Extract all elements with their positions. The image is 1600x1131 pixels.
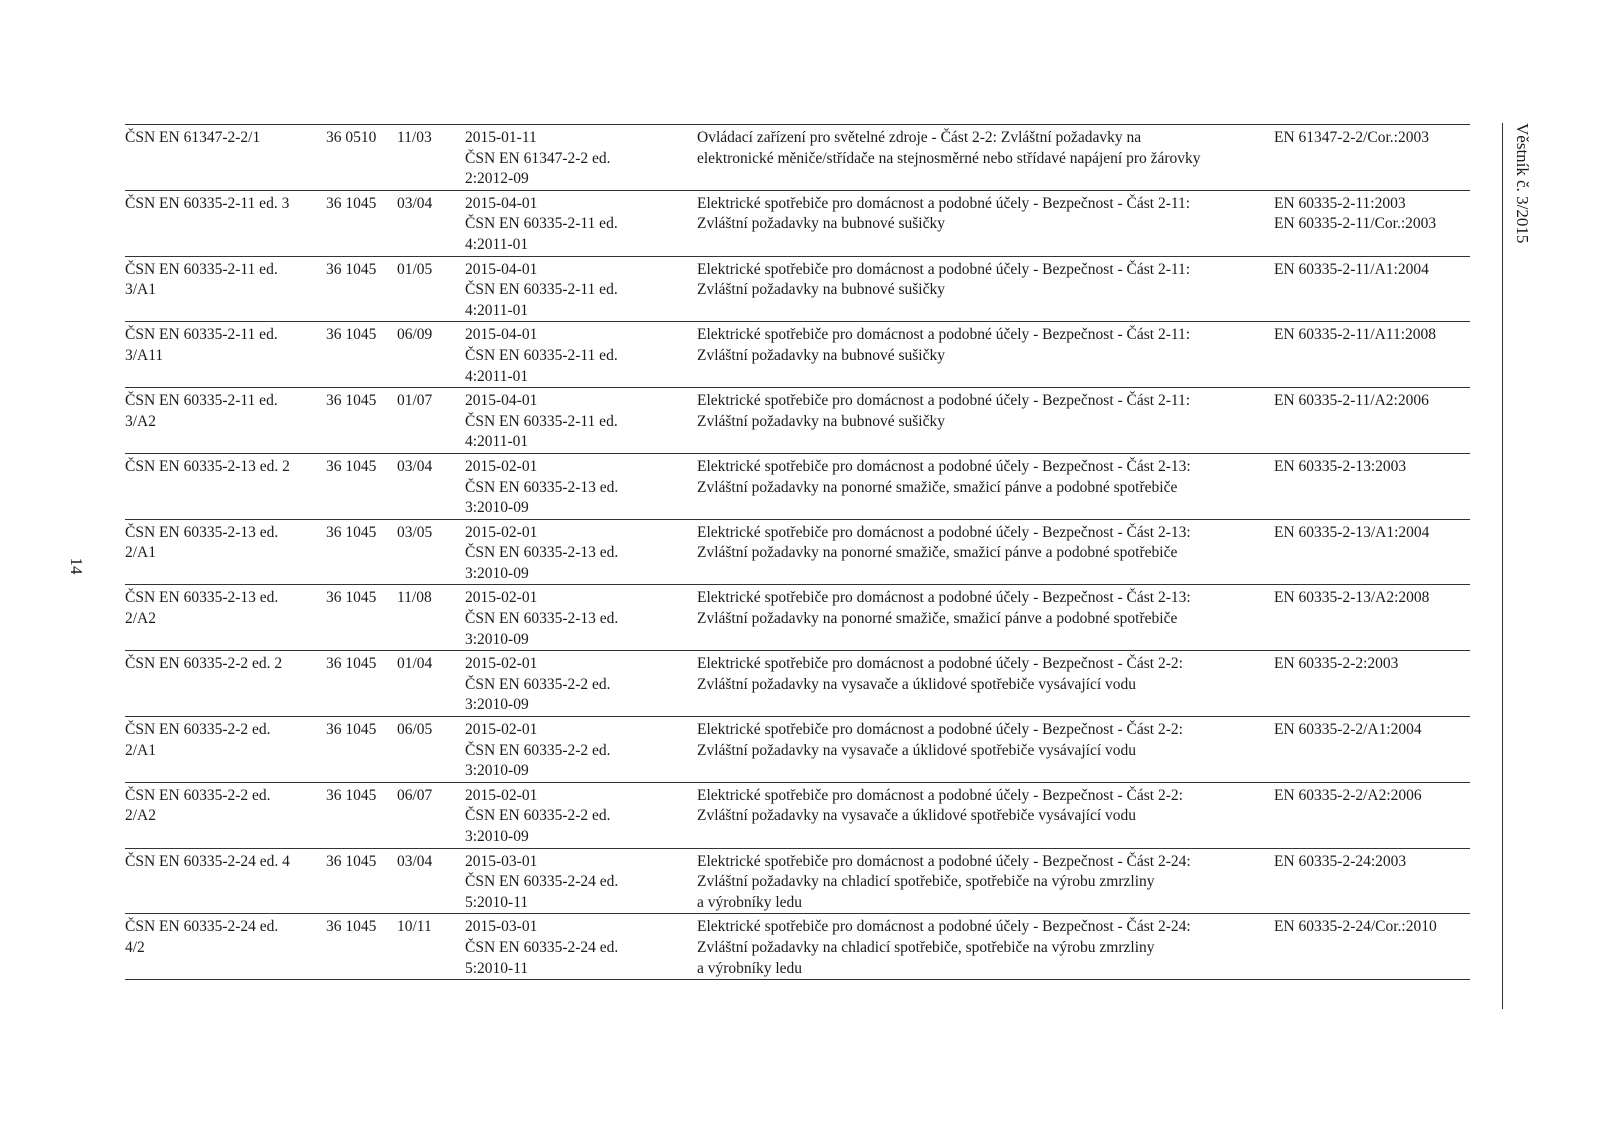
- cell-text-line: Elektrické spotřebiče pro domácnost a podobné účely - Bezpečnost - Část 2-2:: [697, 655, 1183, 673]
- classification-code-cell: 36 0510: [326, 129, 377, 146]
- cell-text-line: Zvláštní požadavky na ponorné smažiče, smažicí pánve a podobné spotřebiče: [697, 610, 1178, 628]
- cell-text-line: Zvláštní požadavky na bubnové sušičky: [697, 281, 945, 299]
- cell-text-line: Ovládací zařízení pro světelné zdroje - Část 2-2: Zvláštní požadavky na: [697, 129, 1142, 146]
- standard-title-cell: [697, 256, 1274, 322]
- standard-title-cell: [697, 453, 1274, 519]
- table-row: [125, 848, 1470, 914]
- cell-text-line: 3:2010-09: [465, 499, 529, 517]
- cell-text-line: 2/A1: [125, 544, 156, 562]
- cell-text-line: Elektrické spotřebiče pro domácnost a podobné účely - Bezpečnost - Část 2-13:: [697, 523, 1191, 541]
- standard-title-cell: [697, 848, 1274, 914]
- classification-code-cell: 36 1045: [326, 523, 377, 541]
- cell-text-line: 4:2011-01: [465, 235, 529, 253]
- withdrawal-date-cell: [465, 914, 697, 980]
- withdrawal-date-cell: [465, 256, 697, 322]
- cell-text-line: EN 60335-2-11:2003: [1274, 194, 1406, 212]
- en-reference-cell: [1274, 585, 1470, 651]
- cell-text-line: 2015-04-01: [465, 260, 538, 278]
- withdrawal-date-cell: [465, 190, 697, 256]
- cell-text-line: ČSN EN 60335-2-11 ed.: [125, 260, 278, 278]
- cell-text-line: Zvláštní požadavky na vysavače a úklidové spotřebiče vysávající vodu: [697, 675, 1137, 693]
- issue-date-cell: 03/04: [397, 457, 433, 475]
- table-row: [125, 585, 1470, 651]
- cell-text-line: ČSN EN 60335-2-13 ed. 2: [125, 457, 290, 475]
- standard-designation-cell: [125, 322, 326, 388]
- classification-code-cell: 36 1045: [326, 655, 377, 673]
- standard-title-cell: [697, 782, 1274, 848]
- cell-text-line: 2/A1: [125, 741, 156, 759]
- cell-text-line: EN 61347-2-2/Cor.:2003: [1274, 129, 1429, 146]
- cell-text-line: EN 60335-2-11/A1:2004: [1274, 260, 1429, 278]
- issue-date-cell: 06/07: [397, 786, 433, 804]
- cell-text-line: 2015-02-01: [465, 589, 538, 607]
- cell-text-line: 2015-02-01: [465, 655, 538, 673]
- classification-code-cell: 36 1045: [326, 786, 377, 804]
- cell-text-line: ČSN EN 60335-2-2 ed.: [465, 741, 611, 759]
- cell-text-line: Elektrické spotřebiče pro domácnost a podobné účely - Bezpečnost - Část 2-11:: [697, 392, 1191, 410]
- cell-text-line: ČSN EN 60335-2-13 ed.: [465, 478, 619, 496]
- classification-code-cell: 36 1045: [326, 457, 377, 475]
- cell-text-line: 2015-04-01: [465, 194, 538, 212]
- issue-date-cell: 11/08: [397, 589, 432, 607]
- cell-text-line: EN 60335-2-11/Cor.:2003: [1274, 215, 1437, 233]
- cell-text-line: 3:2010-09: [465, 564, 529, 582]
- cell-text-line: EN 60335-2-11/A11:2008: [1274, 326, 1437, 344]
- table-row: [125, 125, 1470, 191]
- cell-text-line: Zvláštní požadavky na bubnové sušičky: [697, 346, 945, 364]
- standard-title-cell: [697, 585, 1274, 651]
- en-reference-cell: [1274, 190, 1470, 256]
- cell-text-line: Elektrické spotřebiče pro domácnost a podobné účely - Bezpečnost - Část 2-13:: [697, 457, 1191, 475]
- issue-date-cell: 01/04: [397, 655, 433, 673]
- cell-text-line: 3/A1: [125, 281, 156, 299]
- cell-text-line: Zvláštní požadavky na ponorné smažiče, smažicí pánve a podobné spotřebiče: [697, 478, 1178, 496]
- cell-text-line: Elektrické spotřebiče pro domácnost a podobné účely - Bezpečnost - Část 2-13:: [697, 589, 1191, 607]
- cell-text-line: ČSN EN 60335-2-13 ed.: [465, 544, 619, 562]
- cell-text-line: 4:2011-01: [465, 367, 529, 385]
- table-row: [125, 782, 1470, 848]
- cell-text-line: Zvláštní požadavky na chladicí spotřebiče, spotřebiče na výrobu zmrzliny: [697, 938, 1155, 956]
- cell-text-line: 2/A2: [125, 610, 156, 628]
- standard-title-cell: [697, 125, 1274, 191]
- standard-designation-cell: [125, 651, 326, 717]
- issue-date-cell: 06/05: [397, 721, 433, 739]
- withdrawal-date-cell: [465, 322, 697, 388]
- cell-text-line: Zvláštní požadavky na ponorné smažiče, smažicí pánve a podobné spotřebiče: [697, 544, 1178, 562]
- classification-code-cell: 36 1045: [326, 326, 377, 344]
- cell-text-line: Elektrické spotřebiče pro domácnost a podobné účely - Bezpečnost - Část 2-11:: [697, 194, 1191, 212]
- cell-text-line: ČSN EN 60335-2-2 ed.: [465, 675, 611, 693]
- cell-text-line: 3:2010-09: [465, 828, 529, 845]
- cell-text-line: 3:2010-09: [465, 696, 529, 714]
- cell-text-line: 2015-04-01: [465, 392, 538, 410]
- en-reference-cell: [1274, 322, 1470, 388]
- cell-text-line: ČSN EN 60335-2-2 ed.: [125, 786, 271, 804]
- issue-date-cell: 11/03: [397, 129, 432, 146]
- standard-title-cell: [697, 388, 1274, 454]
- cell-text-line: EN 60335-2-13/A1:2004: [1274, 523, 1430, 541]
- cell-text-line: ČSN EN 60335-2-24 ed.: [465, 938, 619, 956]
- cell-text-line: Zvláštní požadavky na chladicí spotřebiče, spotřebiče na výrobu zmrzliny: [697, 873, 1155, 891]
- cell-text-line: 4:2011-01: [465, 433, 529, 451]
- issue-date-cell: 03/04: [397, 194, 433, 212]
- withdrawal-date-cell: [465, 388, 697, 454]
- cell-text-line: EN 60335-2-13/A2:2008: [1274, 589, 1430, 607]
- cell-text-line: 3:2010-09: [465, 762, 529, 780]
- withdrawal-date-cell: [465, 519, 697, 585]
- classification-code-cell: 36 1045: [326, 589, 377, 607]
- cell-text-line: 2:2012-09: [465, 170, 529, 188]
- cell-text-line: 2015-01-11: [465, 129, 537, 146]
- cell-text-line: ČSN EN 60335-2-24 ed. 4: [125, 852, 290, 870]
- en-reference-cell: [1274, 125, 1470, 191]
- standard-designation-cell: [125, 519, 326, 585]
- cell-text-line: EN 60335-2-13:2003: [1274, 457, 1407, 475]
- cell-text-line: Zvláštní požadavky na bubnové sušičky: [697, 215, 945, 233]
- table-row: [125, 190, 1470, 256]
- cell-text-line: ČSN EN 60335-2-11 ed.: [125, 392, 278, 410]
- table-row: [125, 388, 1470, 454]
- cell-text-line: EN 60335-2-2:2003: [1274, 655, 1399, 673]
- en-reference-cell: [1274, 848, 1470, 914]
- cell-text-line: EN 60335-2-2/A2:2006: [1274, 786, 1422, 804]
- withdrawal-date-cell: [465, 717, 697, 783]
- cell-text-line: ČSN EN 60335-2-13 ed.: [125, 589, 279, 607]
- classification-code-cell: 36 1045: [326, 392, 377, 410]
- cell-text-line: 3/A2: [125, 412, 156, 430]
- cell-text-line: ČSN EN 61347-2-2 ed.: [465, 149, 611, 167]
- cell-text-line: ČSN EN 60335-2-11 ed.: [465, 281, 618, 299]
- en-reference-cell: [1274, 388, 1470, 454]
- issue-date-cell: 01/07: [397, 392, 433, 410]
- issue-date-cell: 06/09: [397, 326, 433, 344]
- issue-date-cell: 03/04: [397, 852, 433, 870]
- cell-text-line: ČSN EN 60335-2-24 ed.: [465, 873, 619, 891]
- standard-designation-cell: [125, 782, 326, 848]
- cell-text-line: 2015-03-01: [465, 918, 538, 936]
- standard-designation-cell: [125, 453, 326, 519]
- standard-designation-cell: [125, 717, 326, 783]
- standard-designation-cell: [125, 848, 326, 914]
- en-reference-cell: [1274, 256, 1470, 322]
- cell-text-line: ČSN EN 60335-2-11 ed.: [465, 412, 618, 430]
- cell-text-line: EN 60335-2-2/A1:2004: [1274, 721, 1422, 739]
- standard-designation-cell: [125, 914, 326, 980]
- cell-text-line: ČSN EN 60335-2-11 ed.: [465, 346, 618, 364]
- cell-text-line: 2015-02-01: [465, 721, 538, 739]
- standard-designation-cell: [125, 190, 326, 256]
- cell-text-line: 2015-03-01: [465, 852, 538, 870]
- cell-text-line: Zvláštní požadavky na bubnové sušičky: [697, 412, 945, 430]
- cell-text-line: ČSN EN 60335-2-13 ed.: [125, 523, 279, 541]
- standard-title-cell: [697, 651, 1274, 717]
- cell-text-line: Zvláštní požadavky na vysavače a úklidové spotřebiče vysávající vodu: [697, 741, 1137, 759]
- standard-title-cell: [697, 322, 1274, 388]
- cell-text-line: ČSN EN 60335-2-2 ed. 2: [125, 655, 283, 673]
- table-row: [125, 453, 1470, 519]
- cell-text-line: ČSN EN 60335-2-11 ed.: [125, 326, 278, 344]
- cell-text-line: Elektrické spotřebiče pro domácnost a podobné účely - Bezpečnost - Část 2-2:: [697, 786, 1183, 804]
- cell-text-line: ČSN EN 60335-2-24 ed.: [125, 918, 279, 936]
- cell-text-line: 3/A11: [125, 346, 164, 364]
- table-row: [125, 322, 1470, 388]
- classification-code-cell: 36 1045: [326, 852, 377, 870]
- classification-code-cell: 36 1045: [326, 918, 377, 936]
- standard-designation-cell: [125, 125, 326, 191]
- en-reference-cell: [1274, 782, 1470, 848]
- table-row: [125, 717, 1470, 783]
- cell-text-line: ČSN EN 60335-2-13 ed.: [465, 610, 619, 628]
- cell-text-line: 5:2010-11: [465, 893, 529, 911]
- cell-text-line: 3:2010-09: [465, 630, 529, 648]
- cell-text-line: Elektrické spotřebiče pro domácnost a podobné účely - Bezpečnost - Část 2-11:: [697, 260, 1191, 278]
- en-reference-cell: [1274, 453, 1470, 519]
- en-reference-cell: [1274, 914, 1470, 980]
- cell-text-line: Elektrické spotřebiče pro domácnost a podobné účely - Bezpečnost - Část 2-2:: [697, 721, 1183, 739]
- cell-text-line: 2015-04-01: [465, 326, 538, 344]
- standard-designation-cell: [125, 388, 326, 454]
- table-row: [125, 519, 1470, 585]
- withdrawal-date-cell: [465, 651, 697, 717]
- classification-code-cell: 36 1045: [326, 721, 377, 739]
- classification-code-cell: 36 1045: [326, 194, 377, 212]
- cell-text-line: ČSN EN 60335-2-11 ed. 3: [125, 194, 290, 212]
- withdrawal-date-cell: [465, 585, 697, 651]
- cell-text-line: Zvláštní požadavky na vysavače a úklidové spotřebiče vysávající vodu: [697, 807, 1137, 825]
- margin-rule: [1502, 123, 1503, 1009]
- cell-text-line: elektronické měniče/střídače na stejnosměrné nebo střídavé napájení pro žárovky: [697, 149, 1201, 167]
- cell-text-line: Elektrické spotřebiče pro domácnost a podobné účely - Bezpečnost - Část 2-11:: [697, 326, 1191, 344]
- standard-title-cell: [697, 914, 1274, 980]
- cell-text-line: ČSN EN 60335-2-2 ed.: [125, 721, 271, 739]
- en-reference-cell: [1274, 651, 1470, 717]
- standard-designation-cell: [125, 585, 326, 651]
- cell-text-line: 2015-02-01: [465, 457, 538, 475]
- en-reference-cell: [1274, 717, 1470, 783]
- standard-title-cell: [697, 190, 1274, 256]
- cell-text-line: EN 60335-2-11/A2:2006: [1274, 392, 1429, 410]
- issue-date-cell: 03/05: [397, 523, 433, 541]
- cell-text-line: a výrobníky ledu: [697, 959, 803, 977]
- withdrawal-date-cell: [465, 848, 697, 914]
- withdrawal-date-cell: [465, 453, 697, 519]
- standards-table: [125, 124, 1470, 980]
- table-body: [125, 125, 1470, 980]
- cell-text-line: 2015-02-01: [465, 786, 538, 804]
- cell-text-line: a výrobníky ledu: [697, 893, 803, 911]
- cell-text-line: EN 60335-2-24:2003: [1274, 852, 1407, 870]
- table-row: [125, 256, 1470, 322]
- cell-text-line: ČSN EN 60335-2-11 ed.: [465, 215, 618, 233]
- en-reference-cell: [1274, 519, 1470, 585]
- cell-text-line: EN 60335-2-24/Cor.:2010: [1274, 918, 1437, 936]
- standard-title-cell: [697, 519, 1274, 585]
- standard-designation-cell: [125, 256, 326, 322]
- cell-text-line: Elektrické spotřebiče pro domácnost a podobné účely - Bezpečnost - Část 2-24:: [697, 918, 1191, 936]
- cell-text-line: 5:2010-11: [465, 959, 529, 977]
- issue-date-cell: 10/11: [397, 918, 432, 936]
- bulletin-title: Věstník č. 3/2015: [1513, 123, 1532, 244]
- cell-text-line: 2/A2: [125, 807, 156, 825]
- cell-text-line: ČSN EN 61347-2-2/1: [125, 129, 261, 146]
- cell-text-line: 4/2: [125, 938, 145, 956]
- table-row: [125, 651, 1470, 717]
- classification-code-cell: 36 1045: [326, 260, 377, 278]
- cell-text-line: 4:2011-01: [465, 301, 529, 319]
- issue-date-cell: 01/05: [397, 260, 433, 278]
- withdrawal-date-cell: [465, 782, 697, 848]
- standard-title-cell: [697, 717, 1274, 783]
- page-number: 14: [67, 557, 86, 575]
- table-row: [125, 914, 1470, 980]
- cell-text-line: 2015-02-01: [465, 523, 538, 541]
- cell-text-line: ČSN EN 60335-2-2 ed.: [465, 807, 611, 825]
- withdrawal-date-cell: [465, 125, 697, 191]
- cell-text-line: Elektrické spotřebiče pro domácnost a podobné účely - Bezpečnost - Část 2-24:: [697, 852, 1191, 870]
